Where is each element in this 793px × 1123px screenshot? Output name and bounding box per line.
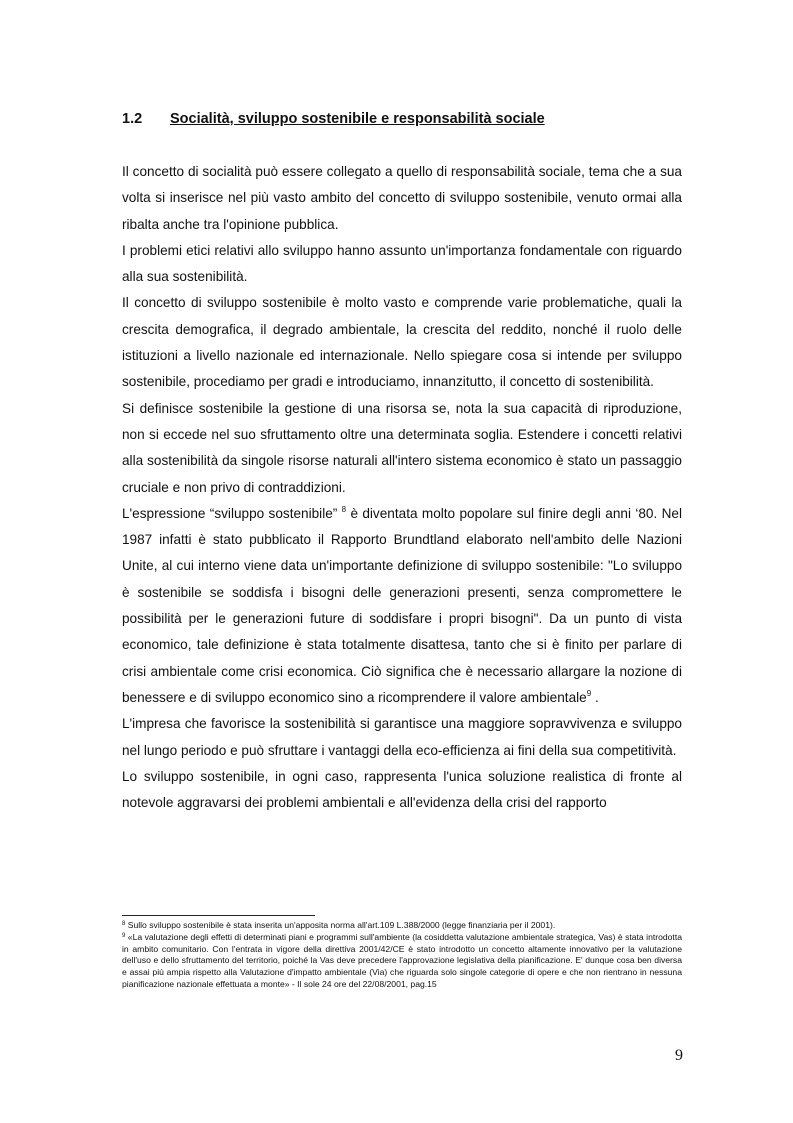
footnotes	[122, 920, 682, 991]
paragraph: L'impresa che favorisce la sostenibilità si garantisce una maggiore sopravvivenza e sviluppo nel lungo periodo e può sfruttare i vantaggi della eco-efficienza ai fini della sua competitività.	[122, 716, 682, 758]
footnote-divider	[122, 915, 315, 916]
paragraph: Si definisce sostenibile la gestione di una risorsa se, nota la sua capacità di riproduzione, non si eccede nel suo sfruttamento oltre una determinata soglia. Estendere i concetti relativi alla sostenibilità da singole risorse naturali all'intero sistema economico è stato un passaggio cruciale e non privo di contraddizioni.	[122, 400, 682, 495]
footnote-ref-8: 8	[341, 504, 347, 514]
section-heading	[122, 109, 545, 129]
footnote	[122, 920, 682, 932]
footnote-ref-9: 9	[586, 688, 592, 698]
footnote-number: 9	[122, 932, 126, 939]
paragraph-text: è diventata molto popolare sul finire degli anni ‘80. Nel 1987 infatti è stato pubblicato il Rapporto Brundtland elaborato nell'ambito delle Nazioni Unite, al cui interno viene data un'importante definizione di sviluppo sostenibile: "Lo sviluppo è sostenibile se soddisfa i bisogni delle generazioni presenti, senza compromettere le possibilità per le generazioni future di soddisfare i propri bisogni". Da un punto di vista economico, tale definizione è stata totalmente disattesa, tanto che si è finito per parlare di crisi ambientale come crisi economica. Ciò significa che è necessario allargare la nozione di benessere e di sviluppo economico sino a ricomprendere il valore ambientale	[122, 505, 682, 705]
section-number: 1.2	[122, 111, 143, 127]
paragraph	[122, 501, 682, 711]
paragraph: Il concetto di socialità può essere collegato a quello di responsabilità sociale, tema che a sua volta si inserisce nel più vasto ambito del concetto di sviluppo sostenibile, venuto ormai alla ribalta anche tra l'opinione pubblica.	[122, 164, 682, 232]
footnote-number: 8	[122, 921, 126, 927]
paragraph: Il concetto di sviluppo sostenibile è molto vasto e comprende varie problematiche, quali la crescita demografica, il degrado ambientale, la crescita del reddito, nonché il ruolo delle istituzioni a livello nazionale ed internazionale. Nello spiegare cosa si intende per sviluppo sostenibile, procediamo per gradi e introduciamo, innanzitutto, il concetto di sostenibilità.	[122, 295, 682, 390]
footnote	[122, 932, 682, 991]
footnote-text: Sullo sviluppo sostenibile è stata inserita un'apposita norma all'art.109 L.388/2000 (legge finanziaria per il 2001).	[125, 920, 556, 930]
page-number: 9	[675, 1047, 683, 1064]
paragraph: I problemi etici relativi allo sviluppo hanno assunto un'importanza fondamentale con riguardo alla sua sostenibilità.	[122, 242, 682, 285]
paragraph-text: L'espressione “sviluppo sostenibile”	[122, 505, 342, 521]
paragraph-text: .	[591, 689, 599, 705]
footnote-text: «La valutazione degli effetti di determinati piani e programmi sull'ambiente (la cosiddetta valutazione ambientale strategica, Vas) è stata introdotta in ambito comunitario. Con l'entrata in vigore della direttiva 2001/42/CE è stato introdotto un concetto altamente innovativo per la valutazione dell'uso e dello sfruttamento del territorio, poiché la Vas deve precedere l'approvazione legislativa della pianificazione. E' dunque cosa ben diversa e assai più ampia rispetto alla Valutazione d'impatto ambientale (Via) che riguarda solo singole categorie di opere e che non rientrano in nessuna pianificazione nazionale effettuata a monte» - Il sole 24 ore del 22/08/2001, pag.15	[122, 931, 682, 989]
paragraph: Lo sviluppo sostenibile, in ogni caso, rappresenta l'unica soluzione realistica di fronte al notevole aggravarsi dei problemi ambientali e all'evidenza della crisi del rapporto	[122, 768, 682, 811]
body-text	[122, 159, 682, 816]
section-title: Socialità, sviluppo sostenibile e responsabilità sociale	[170, 111, 545, 127]
